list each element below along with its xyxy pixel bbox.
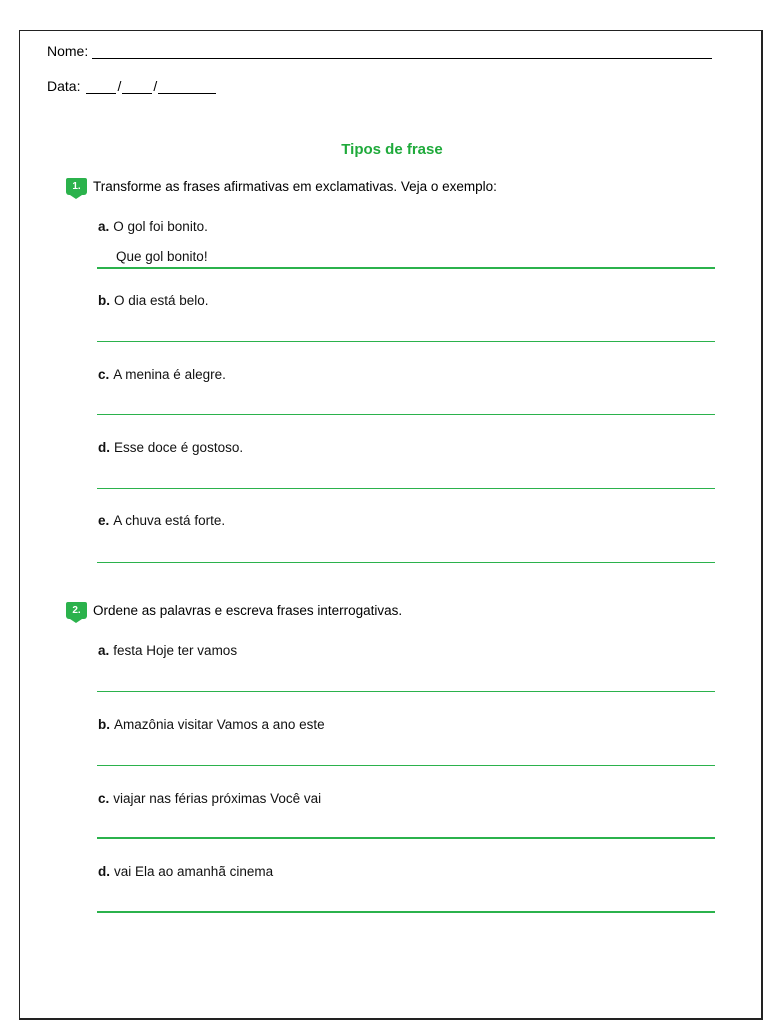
item-letter: a.	[98, 643, 110, 658]
worksheet-page	[19, 30, 763, 1020]
name-field[interactable]	[47, 43, 712, 59]
question-number-badge: 1.	[66, 178, 87, 195]
date-field[interactable]	[47, 78, 216, 94]
list-item	[98, 293, 209, 308]
answer-line[interactable]	[97, 488, 715, 489]
item-letter: b.	[98, 293, 110, 308]
date-month-blank[interactable]	[122, 80, 152, 94]
example-answer: Que gol bonito!	[116, 249, 208, 264]
page-title: Tipos de frase	[341, 141, 443, 158]
item-text: O gol foi bonito.	[113, 219, 208, 234]
item-text: vai Ela ao amanhã cinema	[114, 864, 274, 879]
question-number-badge: 2.	[66, 602, 87, 619]
item-letter: a.	[98, 219, 110, 234]
answer-line[interactable]	[97, 911, 715, 913]
item-text: A chuva está forte.	[113, 513, 226, 528]
list-item	[98, 367, 226, 382]
question-1	[66, 178, 497, 195]
answer-line[interactable]	[97, 562, 715, 563]
list-item	[98, 513, 225, 528]
list-item	[98, 864, 273, 879]
list-item	[98, 791, 321, 806]
item-text: O dia está belo.	[114, 293, 209, 308]
list-item	[98, 219, 208, 234]
date-separator: /	[153, 78, 158, 94]
question-prompt: Transforme as frases afirmativas em exclamativas. Veja o exemplo:	[93, 179, 497, 194]
item-text: Amazônia visitar Vamos a ano este	[114, 717, 325, 732]
item-text: viajar nas férias próximas Você vai	[113, 791, 322, 806]
name-label: Nome:	[47, 43, 89, 59]
item-text: A menina é alegre.	[113, 367, 226, 382]
date-day-blank[interactable]	[86, 80, 116, 94]
date-separator: /	[117, 78, 122, 94]
item-letter: c.	[98, 791, 110, 806]
answer-line[interactable]	[97, 691, 715, 692]
item-letter: c.	[98, 367, 110, 382]
item-letter: d.	[98, 864, 110, 879]
item-letter: b.	[98, 717, 110, 732]
question-prompt: Ordene as palavras e escreva frases interrogativas.	[93, 603, 403, 618]
item-letter: d.	[98, 440, 110, 455]
answer-line[interactable]	[97, 837, 715, 839]
list-item	[98, 643, 237, 658]
item-text: festa Hoje ter vamos	[113, 643, 238, 658]
date-label: Data:	[47, 78, 81, 94]
answer-line[interactable]	[97, 341, 715, 342]
answer-line[interactable]	[97, 267, 715, 269]
answer-line[interactable]	[97, 414, 715, 415]
list-item	[98, 440, 243, 455]
date-year-blank[interactable]	[158, 80, 216, 94]
name-blank-line[interactable]	[92, 45, 712, 59]
list-item	[98, 717, 325, 732]
answer-line[interactable]	[97, 765, 715, 766]
item-text: Esse doce é gostoso.	[114, 440, 244, 455]
question-2	[66, 602, 402, 619]
item-letter: e.	[98, 513, 110, 528]
